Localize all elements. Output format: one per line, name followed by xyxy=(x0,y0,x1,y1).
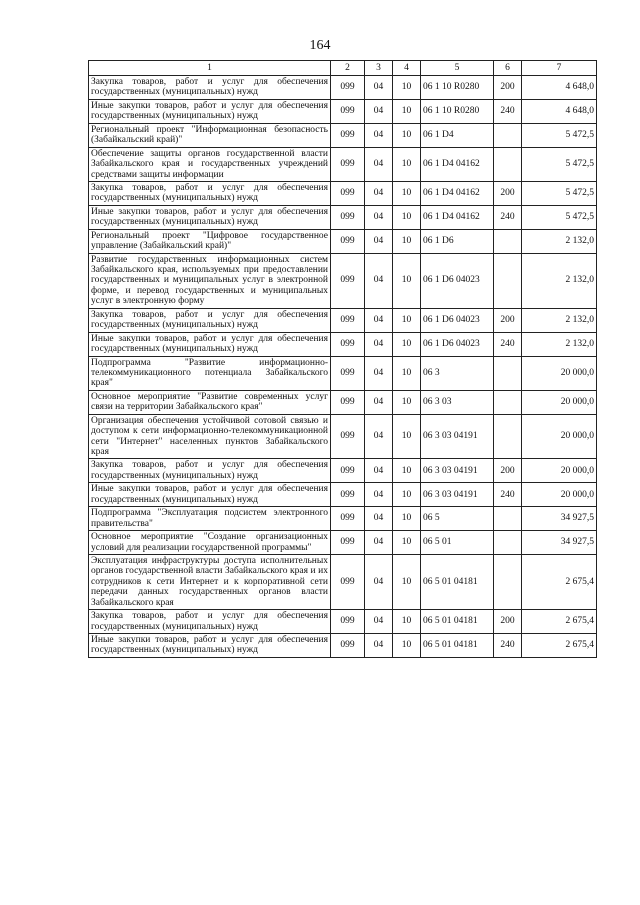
code-subsection-cell: 10 xyxy=(393,390,421,414)
amount-cell: 2 675,4 xyxy=(522,610,597,634)
code-section-cell: 04 xyxy=(365,531,393,555)
code-section-cell: 04 xyxy=(365,483,393,507)
row-name-cell: Иные закупки товаров, работ и услуг для обеспечения государственных (муниципальных) нужд xyxy=(89,634,331,658)
code-ministry-cell: 099 xyxy=(331,253,365,308)
row-name-cell: Иные закупки товаров, работ и услуг для обеспечения государственных (муниципальных) нужд xyxy=(89,332,331,356)
row-name-cell: Закупка товаров, работ и услуг для обеспечения государственных (муниципальных) нужд xyxy=(89,459,331,483)
code-subsection-cell: 10 xyxy=(393,483,421,507)
code-target-article-cell: 06 1 10 R0280 xyxy=(421,99,494,123)
amount-cell: 2 132,0 xyxy=(522,229,597,253)
code-section-cell: 04 xyxy=(365,356,393,390)
code-target-article-cell: 06 3 03 04191 xyxy=(421,414,494,459)
row-name-cell: Организация обеспечения устойчивой сотовой связью и доступом к сети информационно-телекоммуникационной сети "Интернет" населенных пунктов Забайкальского края xyxy=(89,414,331,459)
table-row xyxy=(89,308,597,332)
code-target-article-cell: 06 3 03 04191 xyxy=(421,459,494,483)
row-name-cell: Иные закупки товаров, работ и услуг для обеспечения государственных (муниципальных) нужд xyxy=(89,483,331,507)
code-section-cell: 04 xyxy=(365,123,393,147)
row-name-cell: Закупка товаров, работ и услуг для обеспечения государственных (муниципальных) нужд xyxy=(89,181,331,205)
code-ministry-cell: 099 xyxy=(331,414,365,459)
code-expense-type-cell xyxy=(494,554,522,609)
table-row xyxy=(89,610,597,634)
table-row xyxy=(89,229,597,253)
amount-cell: 20 000,0 xyxy=(522,414,597,459)
code-target-article-cell: 06 1 D4 04162 xyxy=(421,147,494,181)
code-target-article-cell: 06 5 01 04181 xyxy=(421,634,494,658)
code-ministry-cell: 099 xyxy=(331,459,365,483)
table-row xyxy=(89,123,597,147)
code-section-cell: 04 xyxy=(365,147,393,181)
column-header: 2 xyxy=(331,61,365,76)
code-target-article-cell: 06 1 D6 04023 xyxy=(421,253,494,308)
code-ministry-cell: 099 xyxy=(331,610,365,634)
row-name-cell: Основное мероприятие "Создание организационных условий для реализации государственной программы" xyxy=(89,531,331,555)
code-target-article-cell: 06 1 D6 xyxy=(421,229,494,253)
amount-cell: 5 472,5 xyxy=(522,123,597,147)
code-ministry-cell: 099 xyxy=(331,147,365,181)
row-name-cell: Иные закупки товаров, работ и услуг для обеспечения государственных (муниципальных) нужд xyxy=(89,99,331,123)
amount-cell: 2 132,0 xyxy=(522,308,597,332)
table-row xyxy=(89,147,597,181)
code-subsection-cell: 10 xyxy=(393,76,421,100)
code-expense-type-cell: 240 xyxy=(494,205,522,229)
table-row xyxy=(89,181,597,205)
code-expense-type-cell: 200 xyxy=(494,459,522,483)
code-ministry-cell: 099 xyxy=(331,76,365,100)
table-row xyxy=(89,414,597,459)
code-ministry-cell: 099 xyxy=(331,356,365,390)
code-ministry-cell: 099 xyxy=(331,308,365,332)
code-expense-type-cell xyxy=(494,253,522,308)
code-expense-type-cell: 240 xyxy=(494,483,522,507)
code-target-article-cell: 06 3 03 04191 xyxy=(421,483,494,507)
code-subsection-cell: 10 xyxy=(393,554,421,609)
code-target-article-cell: 06 1 D6 04023 xyxy=(421,332,494,356)
code-expense-type-cell xyxy=(494,356,522,390)
code-subsection-cell: 10 xyxy=(393,459,421,483)
amount-cell: 2 675,4 xyxy=(522,634,597,658)
code-ministry-cell: 099 xyxy=(331,507,365,531)
row-name-cell: Основное мероприятие "Развитие современных услуг связи на территории Забайкальского края" xyxy=(89,390,331,414)
code-ministry-cell: 099 xyxy=(331,554,365,609)
amount-cell: 20 000,0 xyxy=(522,390,597,414)
code-section-cell: 04 xyxy=(365,634,393,658)
code-ministry-cell: 099 xyxy=(331,531,365,555)
row-name-cell: Обеспечение защиты органов государственной власти Забайкальского края и государственных учреждений средствами защиты информации xyxy=(89,147,331,181)
code-section-cell: 04 xyxy=(365,253,393,308)
code-target-article-cell: 06 1 D4 04162 xyxy=(421,205,494,229)
code-subsection-cell: 10 xyxy=(393,356,421,390)
column-header: 4 xyxy=(393,61,421,76)
code-expense-type-cell: 240 xyxy=(494,99,522,123)
amount-cell: 4 648,0 xyxy=(522,99,597,123)
table-row xyxy=(89,253,597,308)
code-section-cell: 04 xyxy=(365,229,393,253)
column-header: 1 xyxy=(89,61,331,76)
code-subsection-cell: 10 xyxy=(393,147,421,181)
code-section-cell: 04 xyxy=(365,414,393,459)
code-section-cell: 04 xyxy=(365,76,393,100)
code-subsection-cell: 10 xyxy=(393,634,421,658)
code-subsection-cell: 10 xyxy=(393,99,421,123)
table-row xyxy=(89,554,597,609)
code-expense-type-cell xyxy=(494,123,522,147)
code-ministry-cell: 099 xyxy=(331,205,365,229)
table-row xyxy=(89,507,597,531)
code-target-article-cell: 06 1 D4 xyxy=(421,123,494,147)
amount-cell: 2 132,0 xyxy=(522,253,597,308)
code-expense-type-cell xyxy=(494,390,522,414)
row-name-cell: Региональный проект "Информационная безопасность (Забайкальский край)" xyxy=(89,123,331,147)
amount-cell: 2 675,4 xyxy=(522,554,597,609)
code-target-article-cell: 06 1 D4 04162 xyxy=(421,181,494,205)
code-target-article-cell: 06 5 01 xyxy=(421,531,494,555)
table-header-row xyxy=(89,61,597,76)
code-target-article-cell: 06 5 01 04181 xyxy=(421,610,494,634)
amount-cell: 20 000,0 xyxy=(522,483,597,507)
amount-cell: 5 472,5 xyxy=(522,181,597,205)
page-number: 164 xyxy=(309,38,331,53)
code-section-cell: 04 xyxy=(365,390,393,414)
budget-table xyxy=(88,60,597,658)
row-name-cell: Закупка товаров, работ и услуг для обеспечения государственных (муниципальных) нужд xyxy=(89,610,331,634)
code-target-article-cell: 06 5 xyxy=(421,507,494,531)
code-subsection-cell: 10 xyxy=(393,253,421,308)
table-row xyxy=(89,356,597,390)
code-expense-type-cell xyxy=(494,229,522,253)
code-subsection-cell: 10 xyxy=(393,123,421,147)
amount-cell: 20 000,0 xyxy=(522,459,597,483)
table-row xyxy=(89,332,597,356)
code-subsection-cell: 10 xyxy=(393,507,421,531)
table-row xyxy=(89,531,597,555)
code-expense-type-cell: 240 xyxy=(494,332,522,356)
row-name-cell: Региональный проект "Цифровое государственное управление (Забайкальский край)" xyxy=(89,229,331,253)
amount-cell: 2 132,0 xyxy=(522,332,597,356)
code-section-cell: 04 xyxy=(365,610,393,634)
code-expense-type-cell xyxy=(494,531,522,555)
code-ministry-cell: 099 xyxy=(331,390,365,414)
table-row xyxy=(89,459,597,483)
code-section-cell: 04 xyxy=(365,181,393,205)
table-row xyxy=(89,634,597,658)
amount-cell: 4 648,0 xyxy=(522,76,597,100)
amount-cell: 34 927,5 xyxy=(522,531,597,555)
code-expense-type-cell: 200 xyxy=(494,308,522,332)
code-expense-type-cell: 200 xyxy=(494,181,522,205)
row-name-cell: Подпрограмма "Эксплуатация подсистем электронного правительства" xyxy=(89,507,331,531)
row-name-cell: Подпрограмма "Развитие информационно-телекоммуникационного потенциала Забайкальского края" xyxy=(89,356,331,390)
code-subsection-cell: 10 xyxy=(393,610,421,634)
code-subsection-cell: 10 xyxy=(393,181,421,205)
code-subsection-cell: 10 xyxy=(393,414,421,459)
code-target-article-cell: 06 5 01 04181 xyxy=(421,554,494,609)
code-section-cell: 04 xyxy=(365,554,393,609)
code-ministry-cell: 099 xyxy=(331,483,365,507)
code-subsection-cell: 10 xyxy=(393,229,421,253)
code-target-article-cell: 06 3 xyxy=(421,356,494,390)
code-ministry-cell: 099 xyxy=(331,332,365,356)
column-header: 7 xyxy=(522,61,597,76)
code-subsection-cell: 10 xyxy=(393,531,421,555)
table-row xyxy=(89,99,597,123)
row-name-cell: Развитие государственных информационных систем Забайкальского края, используемых при предоставлении государственных и муниципальных услуг в электронной форме, и перевод государственных и муниципальных услуг в электронную форму xyxy=(89,253,331,308)
code-section-cell: 04 xyxy=(365,507,393,531)
code-ministry-cell: 099 xyxy=(331,229,365,253)
code-expense-type-cell: 200 xyxy=(494,76,522,100)
amount-cell: 20 000,0 xyxy=(522,356,597,390)
code-ministry-cell: 099 xyxy=(331,123,365,147)
code-expense-type-cell xyxy=(494,507,522,531)
code-section-cell: 04 xyxy=(365,459,393,483)
row-name-cell: Эксплуатация инфраструктуры доступа исполнительных органов государственной власти Забайкальского края и их сотрудников к сети Интернет и к корпоративной сети передачи данных государственных органов власти Забайкальского края xyxy=(89,554,331,609)
code-subsection-cell: 10 xyxy=(393,332,421,356)
column-header: 6 xyxy=(494,61,522,76)
code-expense-type-cell xyxy=(494,147,522,181)
code-ministry-cell: 099 xyxy=(331,634,365,658)
table-row xyxy=(89,76,597,100)
code-section-cell: 04 xyxy=(365,308,393,332)
code-target-article-cell: 06 1 D6 04023 xyxy=(421,308,494,332)
code-section-cell: 04 xyxy=(365,205,393,229)
row-name-cell: Закупка товаров, работ и услуг для обеспечения государственных (муниципальных) нужд xyxy=(89,76,331,100)
code-subsection-cell: 10 xyxy=(393,308,421,332)
code-subsection-cell: 10 xyxy=(393,205,421,229)
table-row xyxy=(89,483,597,507)
amount-cell: 5 472,5 xyxy=(522,147,597,181)
column-header: 3 xyxy=(365,61,393,76)
code-section-cell: 04 xyxy=(365,332,393,356)
code-expense-type-cell: 240 xyxy=(494,634,522,658)
code-target-article-cell: 06 3 03 xyxy=(421,390,494,414)
table-row xyxy=(89,390,597,414)
code-ministry-cell: 099 xyxy=(331,181,365,205)
amount-cell: 34 927,5 xyxy=(522,507,597,531)
row-name-cell: Закупка товаров, работ и услуг для обеспечения государственных (муниципальных) нужд xyxy=(89,308,331,332)
code-target-article-cell: 06 1 10 R0280 xyxy=(421,76,494,100)
code-expense-type-cell: 200 xyxy=(494,610,522,634)
code-section-cell: 04 xyxy=(365,99,393,123)
code-ministry-cell: 099 xyxy=(331,99,365,123)
row-name-cell: Иные закупки товаров, работ и услуг для обеспечения государственных (муниципальных) нужд xyxy=(89,205,331,229)
column-header: 5 xyxy=(421,61,494,76)
amount-cell: 5 472,5 xyxy=(522,205,597,229)
code-expense-type-cell xyxy=(494,414,522,459)
table-row xyxy=(89,205,597,229)
